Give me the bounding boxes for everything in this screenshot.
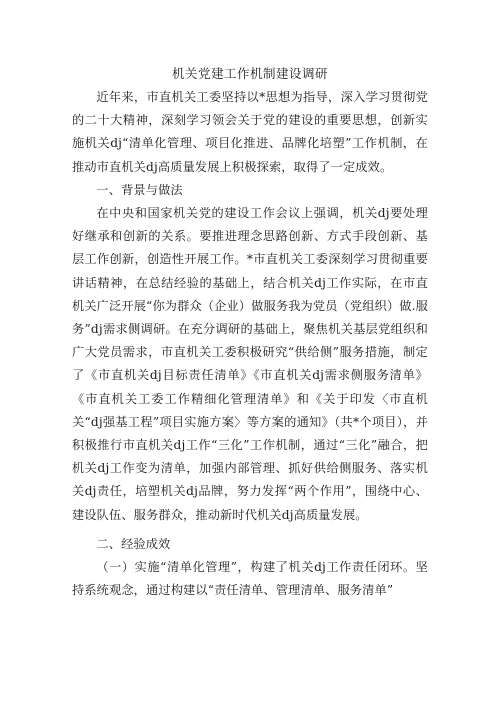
document-title: 机关党建工作机制建设调研 xyxy=(171,66,328,81)
intro-paragraph: 近年来，市直机关工委坚持以*思想为指导，深入学习贯彻党的二十大精神，深刻学习领会关于党的建设的重要思想，创新实施机关dj“清单化管理、项目化推进、品牌化培塑”工作机制，在推动市直机关dj高质量发展上积极探索，取得了一定成效。 xyxy=(72,90,428,174)
results-paragraph: （一）实施“清单化管理”，构建了机关dj工作责任闭环。坚持系统观念，通过构建以“责任清单、管理清单、服务清单” xyxy=(72,560,428,598)
background-paragraph: 在中央和国家机关党的建设工作会议上强调，机关dj要处理好继承和创新的关系。要推进理念思路创新、方式手段创新、基层工作创新，创造性开展工作。*市直机关工委深刻学习贯彻重要讲话精神，在总结经验的基础上，结合机关dj工作实际，在市直机关广泛开展“你为群众（企业）做服务我为党员（党组织）做.服务”dj需求侧调研。在充分调研的基础上，聚焦机关基层党组织和广大党员需求，市直机关工委积极研究“供给侧”服务措施，制定了《市直机关dj目标责任清单》《市直机关dj需求侧服务清单》《市直机关工委工作精细化管理清单》和《关于印发〈市直机关“dj强基工程”项目实施方案〉等方案的通知》（共*个项目），并积极推行市直机关dj工作“三化”工作机制，通过“三化”融合，把机关dj工作变为清单，加强内部管理、抓好供给侧服务、落实机关dj责任，培塑机关dj品牌，努力发挥“两个作用”，围绕中心、建设队伍、服务群众，推动新时代机关dj高质量发展。 xyxy=(72,206,428,522)
section-heading-background: 一、背景与做法 xyxy=(96,182,183,197)
document-body xyxy=(72,86,428,602)
section-heading-results: 二、经验成效 xyxy=(96,536,171,551)
